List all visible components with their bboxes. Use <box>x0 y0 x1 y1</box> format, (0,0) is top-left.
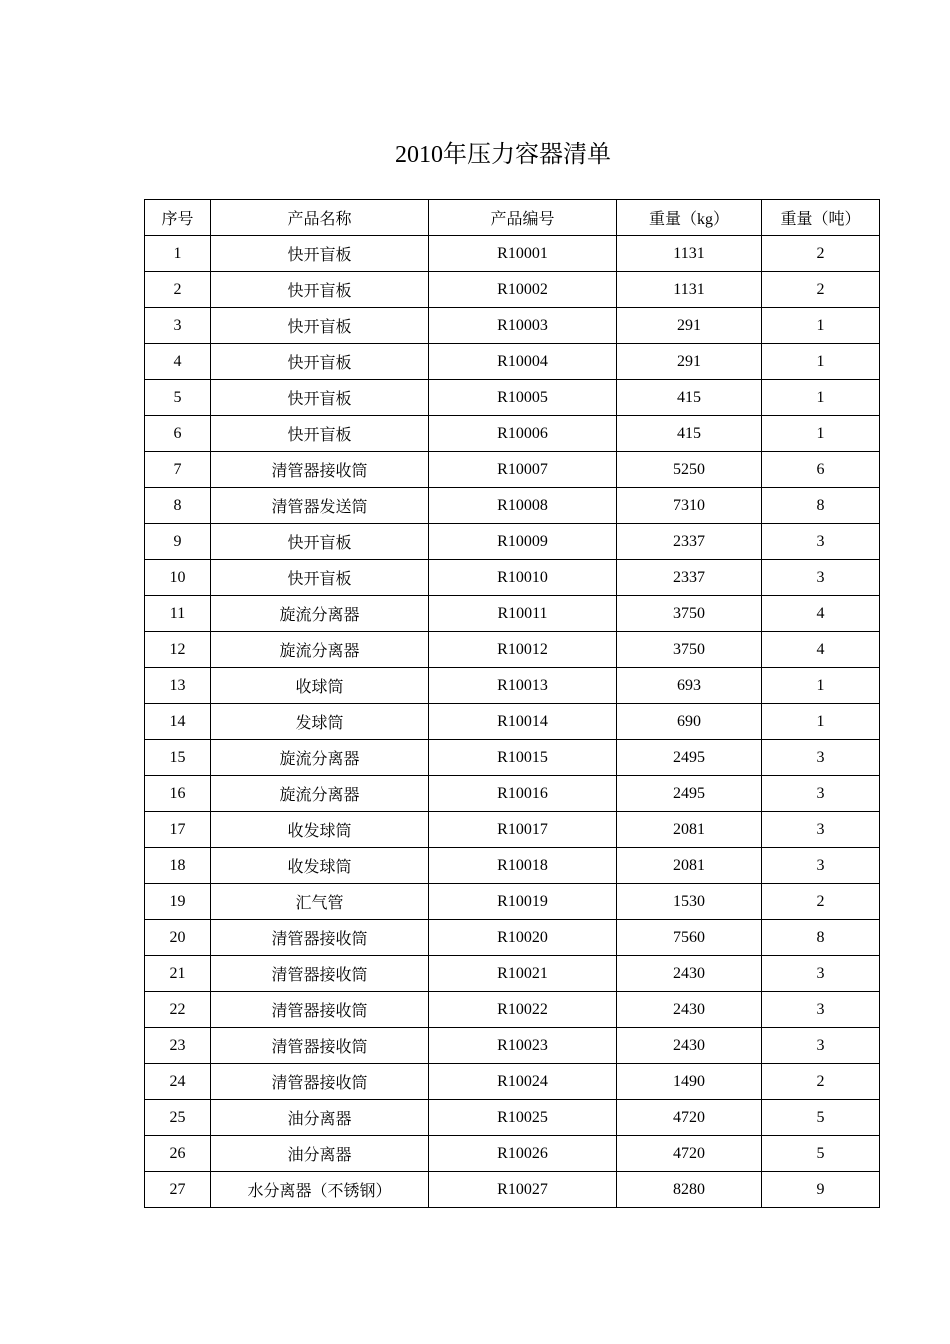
cell-weight-ton: 2 <box>762 272 880 308</box>
table-row <box>145 668 880 704</box>
cell-serial-number: 10 <box>145 560 211 596</box>
cell-weight-ton: 1 <box>762 308 880 344</box>
cell-serial-number: 1 <box>145 236 211 272</box>
cell-weight-ton: 9 <box>762 1172 880 1208</box>
cell-product-code: R10002 <box>429 272 617 308</box>
cell-weight-kg: 2430 <box>617 1028 762 1064</box>
table-row <box>145 596 880 632</box>
cell-serial-number: 27 <box>145 1172 211 1208</box>
cell-serial-number: 5 <box>145 380 211 416</box>
cell-serial-number: 16 <box>145 776 211 812</box>
table-row <box>145 992 880 1028</box>
cell-weight-kg: 2430 <box>617 956 762 992</box>
cell-serial-number: 4 <box>145 344 211 380</box>
cell-serial-number: 6 <box>145 416 211 452</box>
pressure-vessel-table <box>144 199 880 1208</box>
cell-serial-number: 7 <box>145 452 211 488</box>
table-row <box>145 272 880 308</box>
cell-weight-ton: 3 <box>762 560 880 596</box>
cell-weight-kg: 1131 <box>617 236 762 272</box>
cell-weight-kg: 1490 <box>617 1064 762 1100</box>
cell-product-name: 收发球筒 <box>211 812 429 848</box>
table-row <box>145 1100 880 1136</box>
cell-weight-ton: 6 <box>762 452 880 488</box>
header-serial-number: 序号 <box>145 200 211 236</box>
cell-product-code: R10022 <box>429 992 617 1028</box>
cell-weight-ton: 1 <box>762 416 880 452</box>
cell-product-code: R10023 <box>429 1028 617 1064</box>
cell-weight-kg: 1131 <box>617 272 762 308</box>
table-row <box>145 704 880 740</box>
cell-product-code: R10004 <box>429 344 617 380</box>
table-row <box>145 920 880 956</box>
header-product-code: 产品编号 <box>429 200 617 236</box>
cell-product-code: R10013 <box>429 668 617 704</box>
cell-product-name: 快开盲板 <box>211 416 429 452</box>
cell-product-name: 油分离器 <box>211 1100 429 1136</box>
cell-product-name: 清管器接收筒 <box>211 920 429 956</box>
cell-weight-ton: 3 <box>762 1028 880 1064</box>
cell-serial-number: 21 <box>145 956 211 992</box>
table-row <box>145 488 880 524</box>
cell-serial-number: 8 <box>145 488 211 524</box>
table-row <box>145 1172 880 1208</box>
cell-weight-kg: 7310 <box>617 488 762 524</box>
cell-product-name: 清管器接收筒 <box>211 992 429 1028</box>
cell-product-code: R10010 <box>429 560 617 596</box>
cell-product-name: 旋流分离器 <box>211 632 429 668</box>
cell-serial-number: 19 <box>145 884 211 920</box>
cell-weight-kg: 693 <box>617 668 762 704</box>
table-row <box>145 776 880 812</box>
header-weight-kg: 重量（kg） <box>617 200 762 236</box>
cell-weight-kg: 2081 <box>617 848 762 884</box>
table-row <box>145 956 880 992</box>
cell-weight-ton: 2 <box>762 1064 880 1100</box>
cell-weight-kg: 2430 <box>617 992 762 1028</box>
cell-weight-kg: 4720 <box>617 1100 762 1136</box>
cell-serial-number: 24 <box>145 1064 211 1100</box>
table-row <box>145 452 880 488</box>
cell-product-name: 清管器接收筒 <box>211 1064 429 1100</box>
cell-weight-ton: 4 <box>762 632 880 668</box>
cell-product-name: 清管器接收筒 <box>211 956 429 992</box>
cell-product-code: R10001 <box>429 236 617 272</box>
cell-weight-ton: 3 <box>762 848 880 884</box>
cell-product-name: 汇气管 <box>211 884 429 920</box>
cell-serial-number: 3 <box>145 308 211 344</box>
cell-weight-ton: 8 <box>762 488 880 524</box>
cell-product-code: R10025 <box>429 1100 617 1136</box>
table-row <box>145 416 880 452</box>
cell-weight-kg: 291 <box>617 344 762 380</box>
cell-product-code: R10009 <box>429 524 617 560</box>
table-row <box>145 1136 880 1172</box>
cell-weight-kg: 4720 <box>617 1136 762 1172</box>
cell-product-code: R10017 <box>429 812 617 848</box>
cell-weight-ton: 3 <box>762 812 880 848</box>
cell-weight-kg: 2337 <box>617 524 762 560</box>
cell-weight-kg: 690 <box>617 704 762 740</box>
cell-weight-ton: 3 <box>762 740 880 776</box>
table-row <box>145 1028 880 1064</box>
cell-product-name: 旋流分离器 <box>211 596 429 632</box>
cell-weight-kg: 2081 <box>617 812 762 848</box>
cell-product-code: R10012 <box>429 632 617 668</box>
cell-product-name: 快开盲板 <box>211 308 429 344</box>
cell-weight-ton: 2 <box>762 884 880 920</box>
cell-serial-number: 17 <box>145 812 211 848</box>
cell-weight-ton: 5 <box>762 1136 880 1172</box>
cell-weight-ton: 1 <box>762 704 880 740</box>
cell-weight-kg: 2337 <box>617 560 762 596</box>
table-header-row <box>145 200 880 236</box>
cell-product-name: 快开盲板 <box>211 272 429 308</box>
cell-product-name: 快开盲板 <box>211 236 429 272</box>
cell-product-name: 收球筒 <box>211 668 429 704</box>
cell-serial-number: 20 <box>145 920 211 956</box>
cell-weight-kg: 8280 <box>617 1172 762 1208</box>
cell-weight-ton: 1 <box>762 668 880 704</box>
cell-product-code: R10003 <box>429 308 617 344</box>
cell-product-code: R10016 <box>429 776 617 812</box>
table-row <box>145 812 880 848</box>
cell-product-name: 快开盲板 <box>211 344 429 380</box>
table-row <box>145 632 880 668</box>
table-row <box>145 884 880 920</box>
cell-product-name: 水分离器（不锈钢） <box>211 1172 429 1208</box>
cell-serial-number: 2 <box>145 272 211 308</box>
cell-product-code: R10021 <box>429 956 617 992</box>
table-row <box>145 380 880 416</box>
cell-weight-ton: 3 <box>762 524 880 560</box>
cell-product-name: 快开盲板 <box>211 560 429 596</box>
cell-weight-ton: 2 <box>762 236 880 272</box>
cell-product-name: 快开盲板 <box>211 380 429 416</box>
cell-weight-ton: 3 <box>762 776 880 812</box>
cell-product-code: R10024 <box>429 1064 617 1100</box>
cell-product-code: R10018 <box>429 848 617 884</box>
cell-weight-kg: 415 <box>617 416 762 452</box>
table-body <box>145 236 880 1208</box>
cell-weight-kg: 2495 <box>617 740 762 776</box>
cell-product-code: R10015 <box>429 740 617 776</box>
cell-weight-ton: 8 <box>762 920 880 956</box>
cell-weight-ton: 3 <box>762 992 880 1028</box>
cell-weight-kg: 7560 <box>617 920 762 956</box>
cell-product-code: R10008 <box>429 488 617 524</box>
cell-serial-number: 13 <box>145 668 211 704</box>
cell-product-code: R10019 <box>429 884 617 920</box>
cell-product-name: 旋流分离器 <box>211 740 429 776</box>
cell-weight-kg: 415 <box>617 380 762 416</box>
cell-weight-ton: 3 <box>762 956 880 992</box>
cell-serial-number: 26 <box>145 1136 211 1172</box>
table-row <box>145 308 880 344</box>
table-row <box>145 848 880 884</box>
cell-serial-number: 22 <box>145 992 211 1028</box>
cell-product-name: 收发球筒 <box>211 848 429 884</box>
cell-serial-number: 14 <box>145 704 211 740</box>
cell-product-name: 快开盲板 <box>211 524 429 560</box>
cell-weight-kg: 5250 <box>617 452 762 488</box>
cell-serial-number: 25 <box>145 1100 211 1136</box>
cell-weight-kg: 1530 <box>617 884 762 920</box>
cell-product-code: R10020 <box>429 920 617 956</box>
cell-serial-number: 23 <box>145 1028 211 1064</box>
cell-serial-number: 15 <box>145 740 211 776</box>
cell-weight-ton: 1 <box>762 380 880 416</box>
cell-product-code: R10005 <box>429 380 617 416</box>
page-title: 2010年压力容器清单 <box>395 142 611 168</box>
cell-product-code: R10006 <box>429 416 617 452</box>
cell-serial-number: 18 <box>145 848 211 884</box>
cell-weight-kg: 2495 <box>617 776 762 812</box>
cell-serial-number: 9 <box>145 524 211 560</box>
header-product-name: 产品名称 <box>211 200 429 236</box>
cell-weight-kg: 3750 <box>617 632 762 668</box>
cell-serial-number: 11 <box>145 596 211 632</box>
table-row <box>145 740 880 776</box>
table-row <box>145 344 880 380</box>
table-row <box>145 1064 880 1100</box>
cell-product-name: 旋流分离器 <box>211 776 429 812</box>
cell-product-name: 清管器发送筒 <box>211 488 429 524</box>
cell-weight-ton: 5 <box>762 1100 880 1136</box>
table-row <box>145 560 880 596</box>
cell-product-code: R10026 <box>429 1136 617 1172</box>
cell-product-name: 清管器接收筒 <box>211 452 429 488</box>
cell-product-name: 发球筒 <box>211 704 429 740</box>
cell-weight-kg: 291 <box>617 308 762 344</box>
header-weight-ton: 重量（吨） <box>762 200 880 236</box>
cell-weight-kg: 3750 <box>617 596 762 632</box>
cell-weight-ton: 4 <box>762 596 880 632</box>
cell-product-code: R10027 <box>429 1172 617 1208</box>
cell-product-code: R10014 <box>429 704 617 740</box>
table-row <box>145 524 880 560</box>
cell-serial-number: 12 <box>145 632 211 668</box>
cell-product-name: 油分离器 <box>211 1136 429 1172</box>
cell-product-code: R10011 <box>429 596 617 632</box>
cell-weight-ton: 1 <box>762 344 880 380</box>
cell-product-code: R10007 <box>429 452 617 488</box>
cell-product-name: 清管器接收筒 <box>211 1028 429 1064</box>
table-row <box>145 236 880 272</box>
